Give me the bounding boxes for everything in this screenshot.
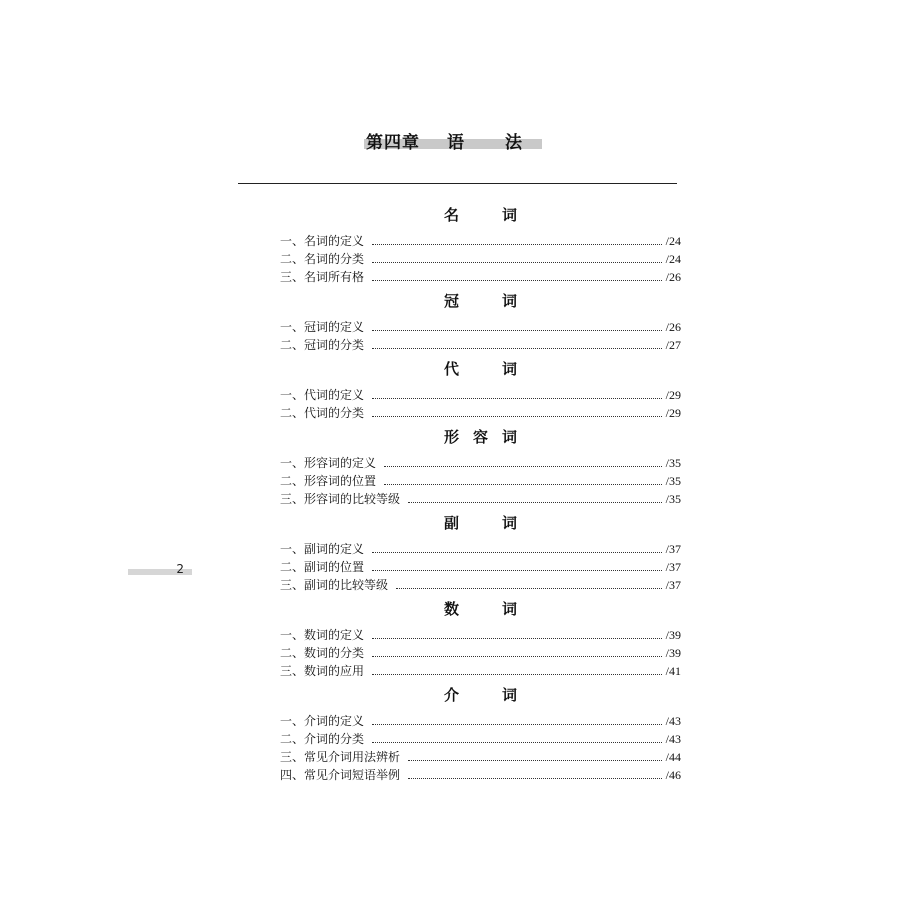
toc-entry[interactable] [280, 472, 681, 490]
toc-entry[interactable] [280, 644, 681, 662]
section-title: 冠 词 [443, 292, 531, 310]
toc-entry-label: 二、代词的分类 [280, 406, 365, 420]
toc-entry[interactable] [280, 730, 681, 748]
toc-entry-label: 三、名词所有格 [280, 270, 365, 284]
dot-leader [384, 472, 662, 485]
toc-entry-page: /44 [665, 750, 681, 764]
toc-entry[interactable] [280, 490, 681, 508]
toc-entry-label: 三、副词的比较等级 [280, 578, 389, 592]
toc-entry[interactable] [280, 662, 681, 680]
toc-entry-page: /43 [665, 732, 681, 746]
toc-entry-page: /24 [665, 234, 681, 248]
toc-entry-page: /35 [665, 474, 681, 488]
dot-leader [372, 730, 662, 743]
section-title: 副 词 [443, 514, 531, 532]
dot-leader [372, 662, 662, 675]
dot-leader [408, 490, 662, 503]
dot-leader [372, 540, 662, 553]
section-title: 介 词 [443, 686, 531, 704]
dot-leader [372, 268, 662, 281]
page-number: 2 [176, 562, 184, 576]
toc-entry[interactable] [280, 232, 681, 250]
toc-entry[interactable] [280, 626, 681, 644]
dot-leader [372, 626, 662, 639]
toc-entry[interactable] [280, 540, 681, 558]
toc-entry-page: /29 [665, 406, 681, 420]
heading-rule [238, 183, 677, 184]
toc-entry-page: /37 [665, 542, 681, 556]
toc-entry-label: 一、副词的定义 [280, 542, 365, 556]
dot-leader [372, 404, 662, 417]
section-title: 数 词 [443, 600, 531, 618]
dot-leader [396, 576, 662, 589]
toc-entry-page: /35 [665, 456, 681, 470]
toc-section [280, 354, 681, 422]
toc-entry-page: /24 [665, 252, 681, 266]
toc-entry-label: 一、名词的定义 [280, 234, 365, 248]
toc-entry[interactable] [280, 250, 681, 268]
toc-entry-page: /39 [665, 628, 681, 642]
toc-entry-label: 二、名词的分类 [280, 252, 365, 266]
dot-leader [372, 336, 662, 349]
toc-entry[interactable] [280, 386, 681, 404]
toc-entry-label: 二、数词的分类 [280, 646, 365, 660]
toc-entry[interactable] [280, 748, 681, 766]
toc-section [280, 680, 681, 784]
toc-section [280, 200, 681, 286]
dot-leader [372, 318, 662, 331]
toc-section [280, 422, 681, 508]
toc-entry[interactable] [280, 576, 681, 594]
dot-leader [372, 644, 662, 657]
toc-entry[interactable] [280, 318, 681, 336]
table-of-contents [280, 200, 681, 784]
chapter-heading [0, 128, 900, 153]
chapter-heading-inner [362, 128, 538, 153]
toc-section [280, 286, 681, 354]
section-title: 形容词 [443, 428, 531, 446]
toc-entry-label: 三、数词的应用 [280, 664, 365, 678]
toc-entry-page: /26 [665, 270, 681, 284]
toc-entry-page: /43 [665, 714, 681, 728]
dot-leader [372, 558, 662, 571]
dot-leader [372, 250, 662, 263]
toc-entry-label: 一、形容词的定义 [280, 456, 377, 470]
toc-entry-page: /29 [665, 388, 681, 402]
toc-entry[interactable] [280, 404, 681, 422]
toc-entry-label: 一、代词的定义 [280, 388, 365, 402]
toc-entry-page: /26 [665, 320, 681, 334]
dot-leader [408, 748, 662, 761]
chapter-topic: 语 法 [447, 133, 535, 153]
toc-entry[interactable] [280, 336, 681, 354]
toc-section [280, 508, 681, 594]
section-title: 代 词 [443, 360, 531, 378]
toc-entry-page: /37 [665, 560, 681, 574]
dot-leader [372, 712, 662, 725]
toc-entry-label: 四、常见介词短语举例 [280, 768, 401, 782]
chapter-label: 第四章 [365, 133, 420, 153]
dot-leader [372, 386, 662, 399]
toc-entry-label: 二、介词的分类 [280, 732, 365, 746]
toc-entry[interactable] [280, 558, 681, 576]
toc-entry[interactable] [280, 766, 681, 784]
section-title: 名 词 [443, 206, 531, 224]
toc-entry-page: /41 [665, 664, 681, 678]
toc-entry-page: /39 [665, 646, 681, 660]
toc-section [280, 594, 681, 680]
toc-entry-label: 一、冠词的定义 [280, 320, 365, 334]
toc-entry-label: 三、常见介词用法辨析 [280, 750, 401, 764]
toc-entry[interactable] [280, 712, 681, 730]
dot-leader [372, 232, 662, 245]
toc-entry-label: 一、介词的定义 [280, 714, 365, 728]
toc-entry-label: 二、冠词的分类 [280, 338, 365, 352]
dot-leader [408, 766, 662, 779]
toc-entry-label: 二、形容词的位置 [280, 474, 377, 488]
page-marker [128, 562, 192, 582]
dot-leader [384, 454, 662, 467]
toc-entry[interactable] [280, 268, 681, 286]
toc-entry-label: 一、数词的定义 [280, 628, 365, 642]
toc-entry-label: 三、形容词的比较等级 [280, 492, 401, 506]
toc-entry-label: 二、副词的位置 [280, 560, 365, 574]
toc-entry-page: /35 [665, 492, 681, 506]
toc-entry-page: /46 [665, 768, 681, 782]
toc-entry[interactable] [280, 454, 681, 472]
toc-entry-page: /37 [665, 578, 681, 592]
toc-entry-page: /27 [665, 338, 681, 352]
